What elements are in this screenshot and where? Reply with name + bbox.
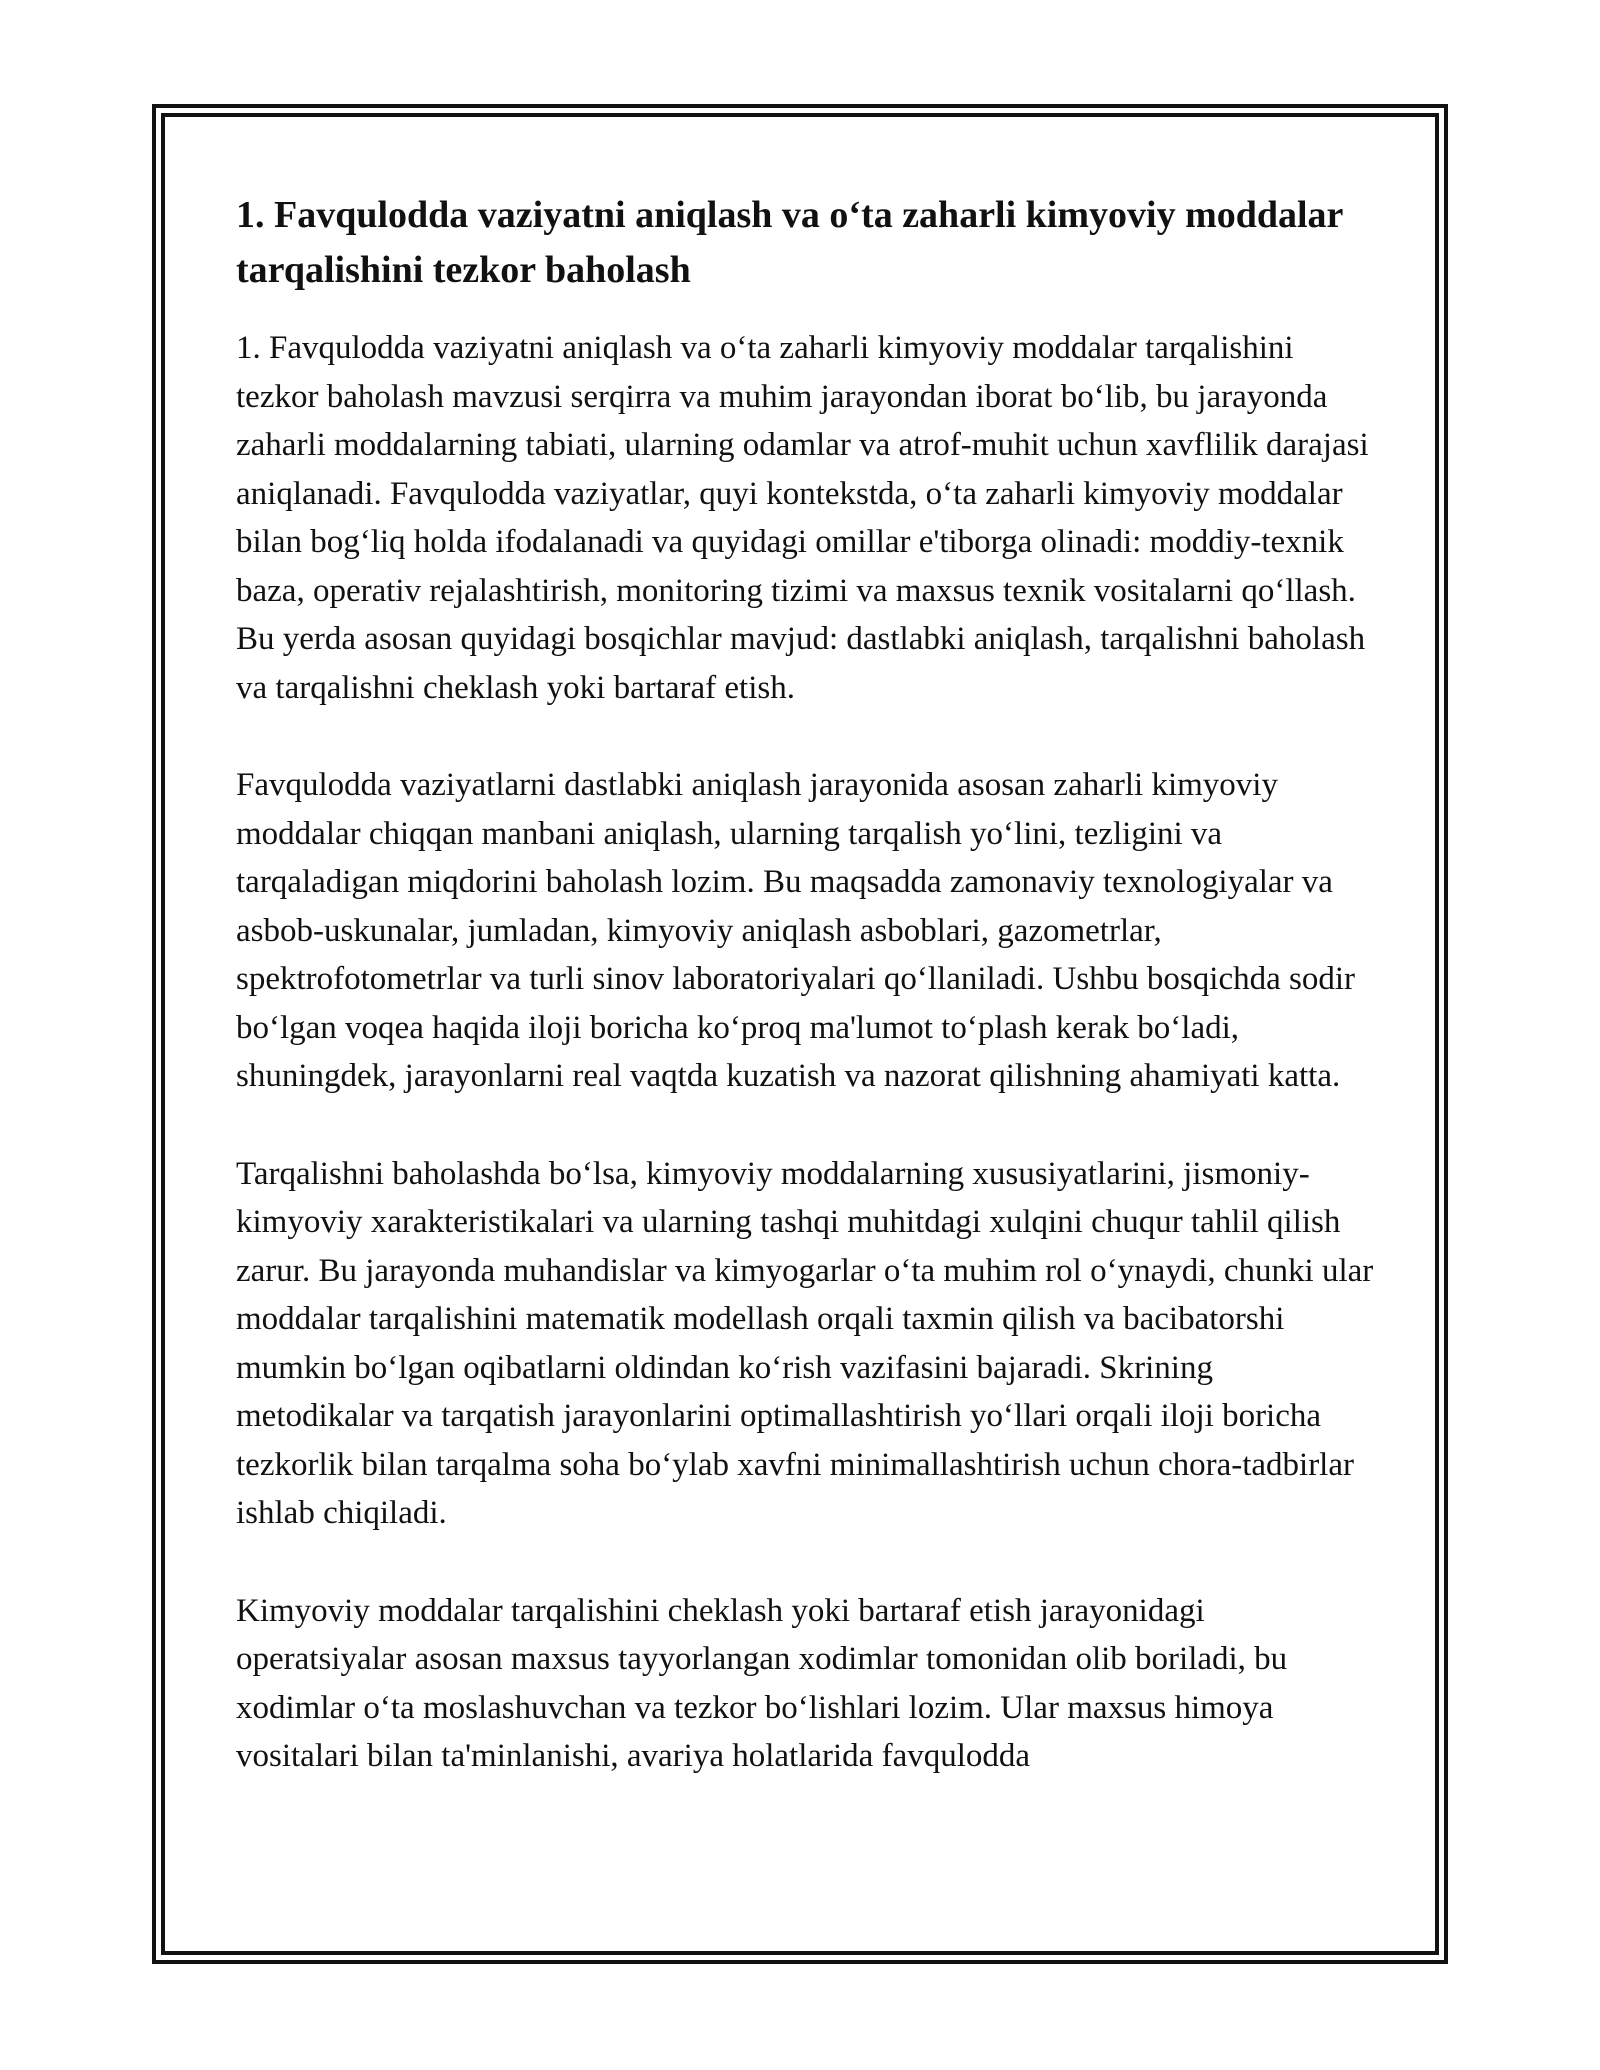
section-heading: 1. Favqulodda vaziyatni aniqlash va o‘ta zaharli kimyoviy moddalar tarqalishini tezkor baholash xyxy=(236,194,1343,291)
paragraph-3: Tarqalishni baholashda bo‘lsa, kimyoviy moddalarning xususiyatlarini, jismoniy-kimyoviy xarakteristikalari va ularning tashqi muhitdagi xulqini chuqur tahlil qilish zarur. Bu jarayonda muhandislar va kimyogarlar o‘ta muhim rol o‘ynaydi, chunki ular moddalar tarqalishini matematik modellash orqali taxmin qilish va bacibatorshi mumkin bo‘lgan oqibatlarni oldindan ko‘rish vazifasini bajaradi. Skrining metodikalar va tarqatish jarayonlarini optimallashtirish yo‘llari orqali iloji boricha tezkorlik bilan tarqalma soha bo‘ylab xavfni minimallashtirish uchun chora-tadbirlar ishlab chiqiladi. xyxy=(236,1155,1374,1531)
paragraph-1: 1. Favqulodda vaziyatni aniqlash va o‘ta zaharli kimyoviy moddalar tarqalishini tezkor baholash mavzusi serqirra va muhim jarayondan iborat bo‘lib, bu jarayonda zaharli moddalarning tabiati, ularning odamlar va atrof-muhit uchun xavflilik darajasi aniqlanadi. Favqulodda vaziyatlar, quyi kontekstda, o‘ta zaharli kimyoviy moddalar bilan bog‘liq holda ifodalanadi va quyidagi omillar e'tiborga olinadi: moddiy-texnik baza, operativ rejalashtirish, monitoring tizimi va maxsus texnik vositalarni qo‘llash. Bu yerda asosan quyidagi bosqichlar mavjud: dastlabki aniqlash, tarqalishni baholash va tarqalishni cheklash yoki bartaraf etish. xyxy=(236,330,1369,706)
paragraph-2: Favqulodda vaziyatlarni dastlabki aniqlash jarayonida asosan zaharli kimyoviy moddalar chiqqan manbani aniqlash, ularning tarqalish yo‘lini, tezligini va tarqaladigan miqdorini baholash lozim. Bu maqsadda zamonaviy texnologiyalar va asbob-uskunalar, jumladan, kimyoviy aniqlash asboblari, gazometrlar, spektrofotometrlar va turli sinov laboratoriyalari qo‘llaniladi. Ushbu bosqichda sodir bo‘lgan voqea haqida iloji boricha ko‘proq ma'lumot to‘plash kerak bo‘ladi, shuningdek, jarayonlarni real vaqtda kuzatish va nazorat qilishning ahamiyati katta. xyxy=(236,767,1355,1094)
document-body xyxy=(236,188,1376,1781)
paragraph-4: Kimyoviy moddalar tarqalishini cheklash yoki bartaraf etish jarayonidagi operatsiyalar asosan maxsus tayyorlangan xodimlar tomonidan olib boriladi, bu xodimlar o‘ta moslashuvchan va tezkor bo‘lishlari lozim. Ular maxsus himoya vositalari bilan ta'minlanishi, avariya holatlarida favqulodda xyxy=(236,1592,1288,1774)
